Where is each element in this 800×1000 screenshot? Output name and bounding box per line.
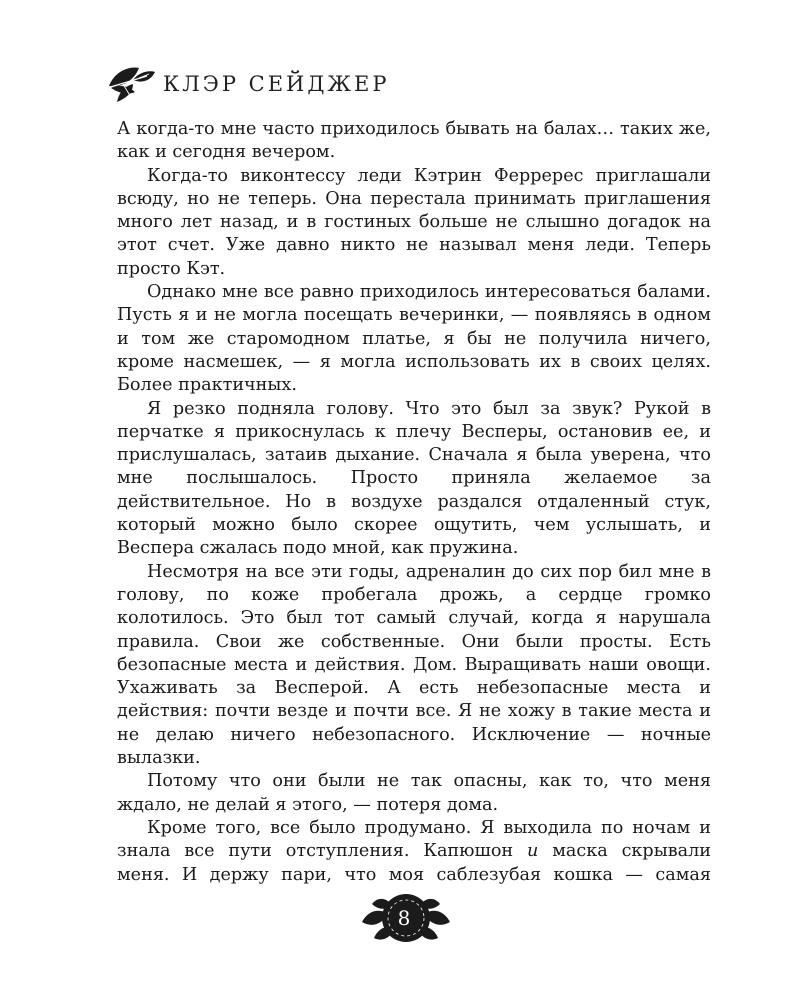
paragraph: Я резко подняла голову. Что это был за звук? Рукой в перчатке я прикоснулась к плечу Весперы, остановив ее, и прислушалась, затаив дыхание. Сначала я была уверена, что мне послышалось. Просто приняла желаемое за действительное. Но в воздухе раздался отдаленный стук, который можно было скорее ощутить, чем услышать, и Веспера сжалась подо мной, как пружина. [117, 398, 711, 559]
paragraph: Потому что они были не так опасны, как то, что меня ждало, не делай я этого, — потеря дома. [117, 771, 711, 815]
paragraph: Однако мне все равно приходилось интересоваться балами. Пусть я и не могла посещать вечеринки, — появляясь в одном и том же старомодном платье, я бы не получила ничего, кроме насмешек, — я могла использовать их в своих целях. Более практичных. [117, 282, 711, 396]
paragraph: А когда-то мне часто приходилось бывать на балах… таких же, как и сегодня вечером. [117, 119, 711, 163]
paragraph: Когда-то виконтессу леди Кэтрин Ферререс приглашали всюду, но не теперь. Она перестала принимать приглашения много лет назад, и в гостиных больше не слышно догадок на этот счет. Уже давно никто не называл меня леди. Теперь просто Кэт. [117, 165, 711, 279]
leaf-branch-icon [103, 62, 157, 104]
text-run: маска скрывали меня. И держу пари, что моя саблезубая кошка — самая [117, 841, 711, 885]
paragraph-continued [117, 817, 711, 887]
emphasized-word: и [527, 841, 539, 862]
text-run: Кроме того, все было продумано. Я выходила по ночам и знала все пути отступления. Капюшон [117, 817, 711, 862]
running-header [103, 62, 390, 104]
page-number: 8 [397, 906, 411, 930]
page-body-text [117, 118, 711, 887]
author-name: КЛЭР СЕЙДЖЕР [163, 72, 390, 96]
paragraph: Несмотря на все эти годы, адреналин до сих пор бил мне в голову, по коже пробегала дрожь, а сердце громко колотилось. Это был тот самый случай, когда я нарушала правила. Свои же собственные. Они были просты. Есть безопасные места и действия. Дом. Выращивать наши овощи. Ухаживать за Весперой. А есть небезопасные места и действия: почти везде и почти все. Я не хожу в такие места и не делаю ничего небезопасного. Исключение — ночные вылазки. [117, 561, 711, 769]
